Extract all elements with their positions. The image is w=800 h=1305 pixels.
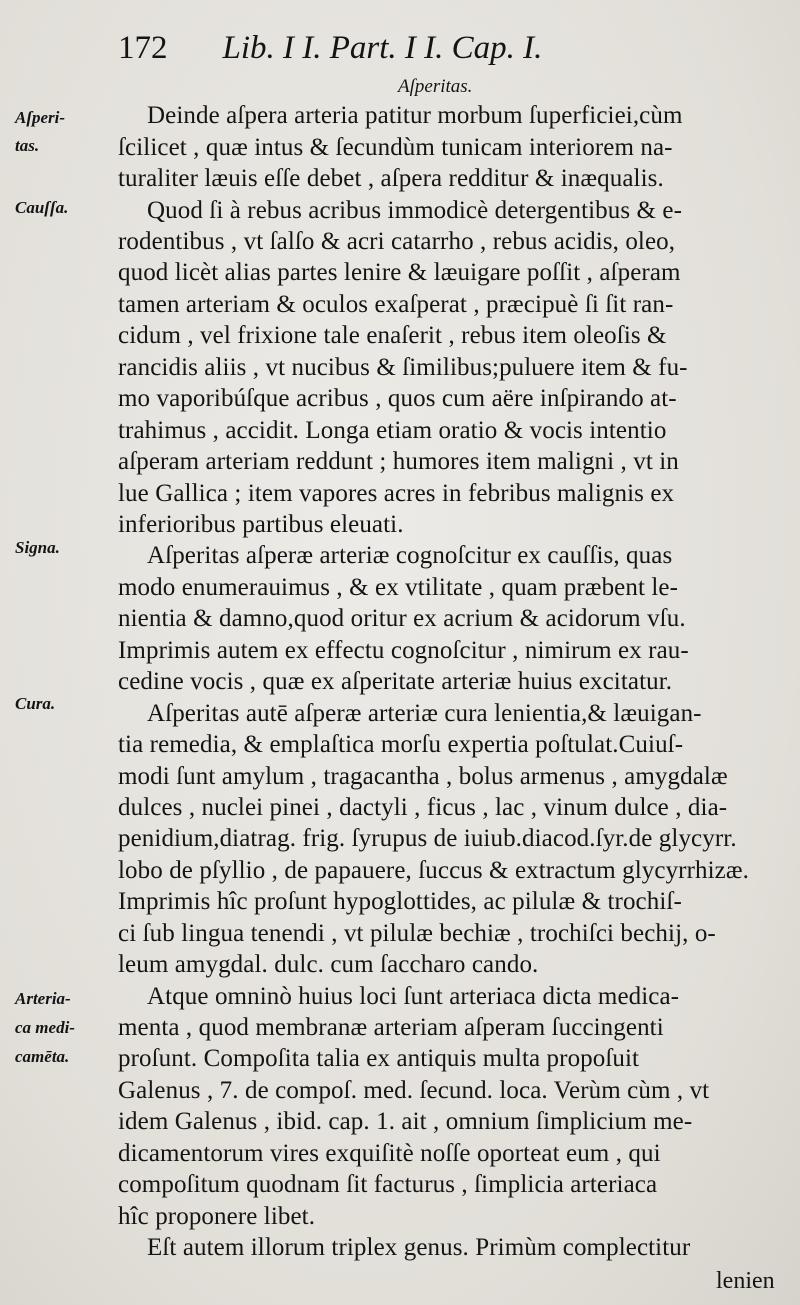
text-line: cedine vocis , quæ ex aſperitate arteriæ huius excitatur. [118, 668, 673, 695]
text-line: proſunt. Compoſita talia ex antiquis multa propoſuit [118, 1045, 640, 1072]
text-line: Deinde aſpera arteria patitur morbum ſuperficiei,cùm [147, 102, 683, 129]
catchword: lenien [716, 1268, 775, 1294]
text-line: dulces , nuclei pinei , dactyli , ficus , lac , vinum dulce , dia- [118, 794, 728, 821]
text-line: mo vaporibúſque acribus , quos cum aëre inſpirando at- [118, 385, 677, 412]
text-line: Galenus , 7. de compoſ. med. ſecund. loca. Verùm cùm , vt [118, 1077, 710, 1104]
text-line: rancidis aliis , vt nucibus & ſimilibus;puluere item & fu- [118, 354, 688, 381]
text-line: nientia & damno,quod oritur ex acrium & acidorum vſu. [118, 605, 686, 632]
text-line: tamen arteriam & oculos exaſperat , præcipuè ſi ſit ran- [118, 291, 674, 318]
text-line: dicamentorum vires exquiſitè noſſe oporteat eum , qui [118, 1140, 661, 1167]
margin-note: camēta. [15, 1047, 70, 1066]
text-line: ſcilicet , quæ intus & ſecundùm tunicam interiorem na- [118, 134, 673, 161]
margin-note: Aſperi- [15, 108, 66, 127]
running-title: Lib. I I. Part. I I. Cap. I. [222, 30, 543, 66]
text-line: penidium,diatrag. frig. ſyrupus de iuiub.diacod.ſyr.de glycyrr. [118, 825, 737, 852]
text-line: Aſperitas autē aſperæ arteriæ cura lenientia,& læuigan- [147, 700, 702, 727]
text-line: modo enumerauimus , & ex vtilitate , quam præbent le- [118, 574, 679, 601]
text-line: lue Gallica ; item vapores acres in febribus malignis ex [118, 480, 675, 507]
page-number: 172 [118, 30, 168, 66]
text-line: leum amygdal. dulc. cum ſaccharo cando. [118, 951, 539, 978]
text-line: inferioribus partibus eleuati. [118, 511, 404, 538]
text-line: tia remedia, & emplaſtica morſu expertia poſtulat.Cuiuſ- [118, 731, 684, 758]
text-line: modi ſunt amylum , tragacantha , bolus armenus , amygdalæ [118, 763, 728, 790]
margin-note: Cauſſa. [15, 198, 69, 217]
running-header [118, 30, 542, 67]
text-line: Aſperitas aſperæ arteriæ cognoſcitur ex cauſſis, quas [147, 542, 673, 569]
margin-note: tas. [15, 136, 40, 155]
margin-note: Arteria- [15, 989, 71, 1008]
text-line: quod licèt alias partes lenire & læuigare poſſit , aſperam [118, 259, 681, 286]
section-title: Aſperitas. [398, 76, 473, 97]
margin-note: Cura. [15, 694, 56, 713]
text-line: Eſt autem illorum triplex genus. Primùm complectitur [147, 1234, 691, 1261]
text-line: idem Galenus , ibid. cap. 1. ait , omnium ſimplicium me- [118, 1108, 693, 1135]
text-line: aſperam arteriam reddunt ; humores item maligni , vt in [118, 448, 679, 475]
text-line: Imprimis hîc proſunt hypoglottides, ac pilulæ & trochiſ- [118, 888, 682, 915]
text-line: Quod ſi à rebus acribus immodicè detergentibus & e- [147, 197, 683, 224]
text-line: menta , quod membranæ arteriam aſperam ſuccingenti [118, 1014, 664, 1041]
margin-note: Signa. [15, 538, 60, 557]
margin-note: ca medi- [15, 1018, 75, 1037]
text-line: ci ſub lingua tenendi , vt pilulæ bechiæ , trochiſci bechij, o- [118, 920, 716, 947]
text-line: lobo de pſyllio , de papauere, ſuccus & extractum glycyrrhizæ. [118, 857, 750, 884]
text-line: compoſitum quodnam ſit facturus , ſimplicia arteriaca [118, 1171, 658, 1198]
text-line: turaliter læuis eſſe debet , aſpera redditur & inæqualis. [118, 165, 664, 192]
text-line: hîc proponere libet. [118, 1203, 316, 1230]
text-line: trahimus , accidit. Longa etiam oratio & vocis intentio [118, 417, 667, 444]
text-line: rodentibus , vt ſalſo & acri catarrho , rebus acidis, oleo, [118, 228, 676, 255]
text-line: cidum , vel frixione tale enaſerit , rebus item oleoſis & [118, 322, 667, 349]
text-line: Atque omninò huius loci ſunt arteriaca dicta medica- [147, 983, 680, 1010]
text-line: Imprimis autem ex effectu cognoſcitur , nimirum ex rau- [118, 637, 689, 664]
